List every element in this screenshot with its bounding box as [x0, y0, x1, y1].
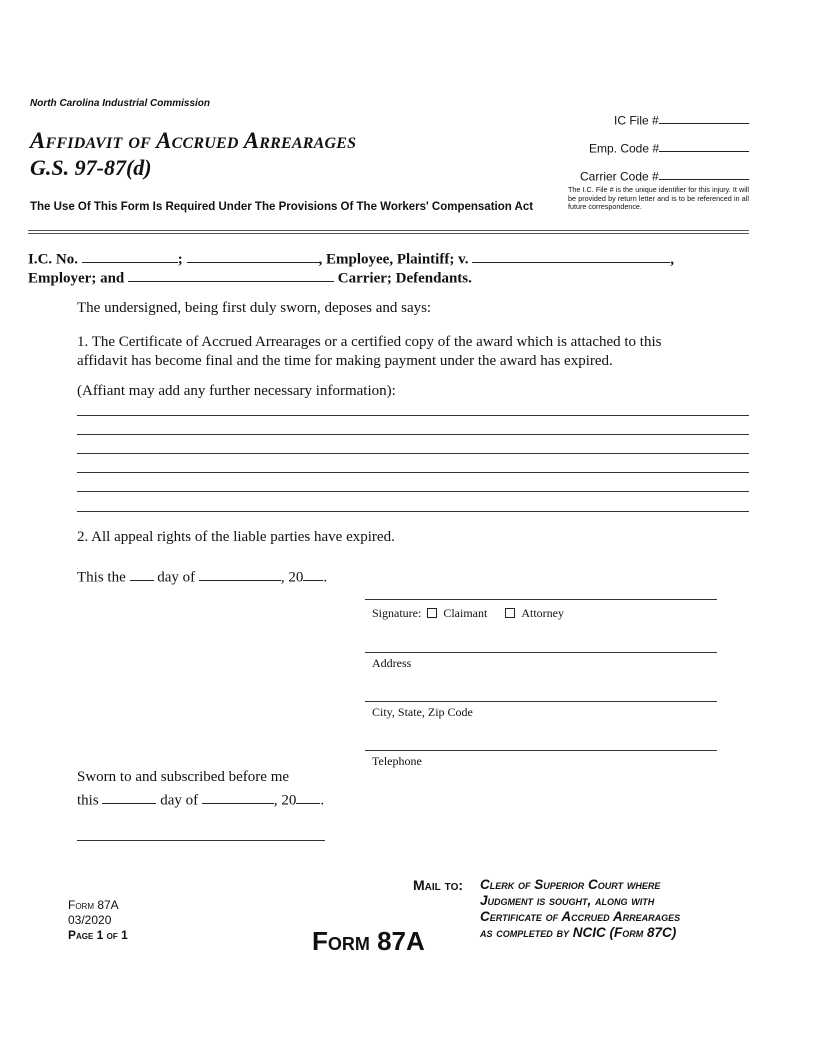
date-line: This the day of , 20 .	[77, 566, 327, 586]
info-line[interactable]	[77, 434, 749, 435]
footer-revision: 03/2020	[68, 913, 112, 927]
info-line[interactable]	[77, 491, 749, 492]
ic-no-blank[interactable]	[82, 248, 178, 263]
claimant-label: Claimant	[443, 606, 488, 620]
footer-page: Page 1 of 1	[68, 928, 128, 942]
telephone-label: Telephone	[372, 754, 422, 768]
signature-label: Signature:	[372, 606, 422, 620]
sworn-year-blank[interactable]	[296, 789, 320, 804]
form-title: Affidavit of Accrued Arrearages	[30, 128, 357, 153]
carrier-code-label: Carrier Code #	[580, 169, 659, 184]
carrier-name-blank[interactable]	[128, 267, 334, 282]
emp-code-field[interactable]	[589, 140, 749, 155]
employer-label: Employer; and	[28, 270, 125, 287]
footer-big-form: Form 87A	[312, 926, 425, 956]
ic-no-label: I.C. No.	[28, 251, 79, 268]
date-year-blank[interactable]	[303, 566, 323, 581]
notary-signature-line[interactable]	[77, 840, 325, 841]
address-label: Address	[372, 656, 412, 670]
date-this-label: This the	[77, 569, 126, 586]
sworn-month-blank[interactable]	[202, 789, 274, 804]
footer-form-label: Form 87A	[68, 898, 119, 912]
header-divider-bottom	[28, 233, 749, 234]
carrier-code-blank[interactable]	[659, 168, 749, 180]
ic-file-field[interactable]	[614, 112, 749, 127]
emp-code-label: Emp. Code #	[589, 141, 660, 156]
emp-code-blank[interactable]	[659, 140, 749, 152]
employee-name-blank[interactable]	[187, 248, 319, 263]
mail-to-line-1: Clerk of Superior Court where	[480, 877, 661, 892]
date-year-label: , 20	[280, 569, 304, 586]
employee-label: , Employee, Plaintiff;	[318, 251, 455, 268]
date-day-blank[interactable]	[130, 566, 154, 581]
carrier-code-field[interactable]	[580, 168, 749, 183]
info-line[interactable]	[77, 511, 749, 512]
attorney-label: Attorney	[521, 606, 564, 620]
attorney-checkbox[interactable]	[505, 608, 515, 618]
claimant-checkbox[interactable]	[427, 608, 437, 618]
info-line[interactable]	[77, 472, 749, 473]
header-divider-top	[28, 230, 749, 231]
required-notice: The Use Of This Form Is Required Under The Provisions Of The Workers' Compensation Act	[30, 201, 534, 213]
date-month-blank[interactable]	[199, 566, 281, 581]
info-line[interactable]	[77, 453, 749, 454]
date-day-of-label: day of	[157, 569, 196, 586]
sworn-year-label: , 20	[273, 792, 297, 809]
employer-name-blank[interactable]	[472, 248, 670, 263]
city-state-zip-line[interactable]	[365, 701, 717, 702]
telephone-line[interactable]	[365, 750, 717, 751]
carrier-label: Carrier; Defendants.	[337, 270, 472, 287]
file-number-note: The I.C. File # is the unique identifier for this injury. It will be provided by return letter and is to be referenced in all future correspondence.	[568, 185, 749, 212]
ic-file-label: IC File #	[614, 113, 659, 128]
statute-reference: G.S. 97-87(d)	[30, 155, 152, 180]
info-line[interactable]	[77, 415, 749, 416]
city-state-zip-label: City, State, Zip Code	[372, 705, 473, 719]
agency-name: North Carolina Industrial Commission	[30, 98, 211, 109]
caption-line-2	[28, 267, 472, 287]
sworn-line-2: this day of , 20 .	[77, 789, 324, 809]
address-line[interactable]	[365, 652, 717, 653]
versus-label: v.	[458, 251, 469, 268]
signature-caption	[372, 606, 564, 621]
intro-text: The undersigned, being first duly sworn, deposes and says:	[77, 300, 432, 316]
affiant-note: (Affiant may add any further necessary information):	[77, 383, 396, 399]
ic-file-blank[interactable]	[659, 112, 749, 124]
sworn-this-label: this	[77, 792, 99, 809]
item-1-line-1: 1. The Certificate of Accrued Arrearages or a certified copy of the award which is attached to this	[77, 334, 662, 350]
mail-to-line-3: Certificate of Accrued Arrearages	[480, 909, 681, 924]
sworn-line-1: Sworn to and subscribed before me	[77, 769, 290, 785]
item-2-text: 2. All appeal rights of the liable parties have expired.	[77, 529, 395, 545]
mail-to-line-4: as completed by NCIC (Form 87C)	[480, 925, 677, 940]
sworn-day-of-label: day of	[160, 792, 199, 809]
signature-line[interactable]	[365, 599, 717, 600]
caption-line-1: I.C. No. ; , Employee, Plaintiff; v. ,	[28, 248, 674, 268]
sworn-day-blank[interactable]	[102, 789, 156, 804]
item-1-line-2: affidavit has become final and the time for making payment under the award has expired.	[77, 353, 613, 369]
mail-to-label: Mail to:	[413, 877, 464, 893]
mail-to-line-2: Judgment is sought, along with	[480, 893, 655, 908]
